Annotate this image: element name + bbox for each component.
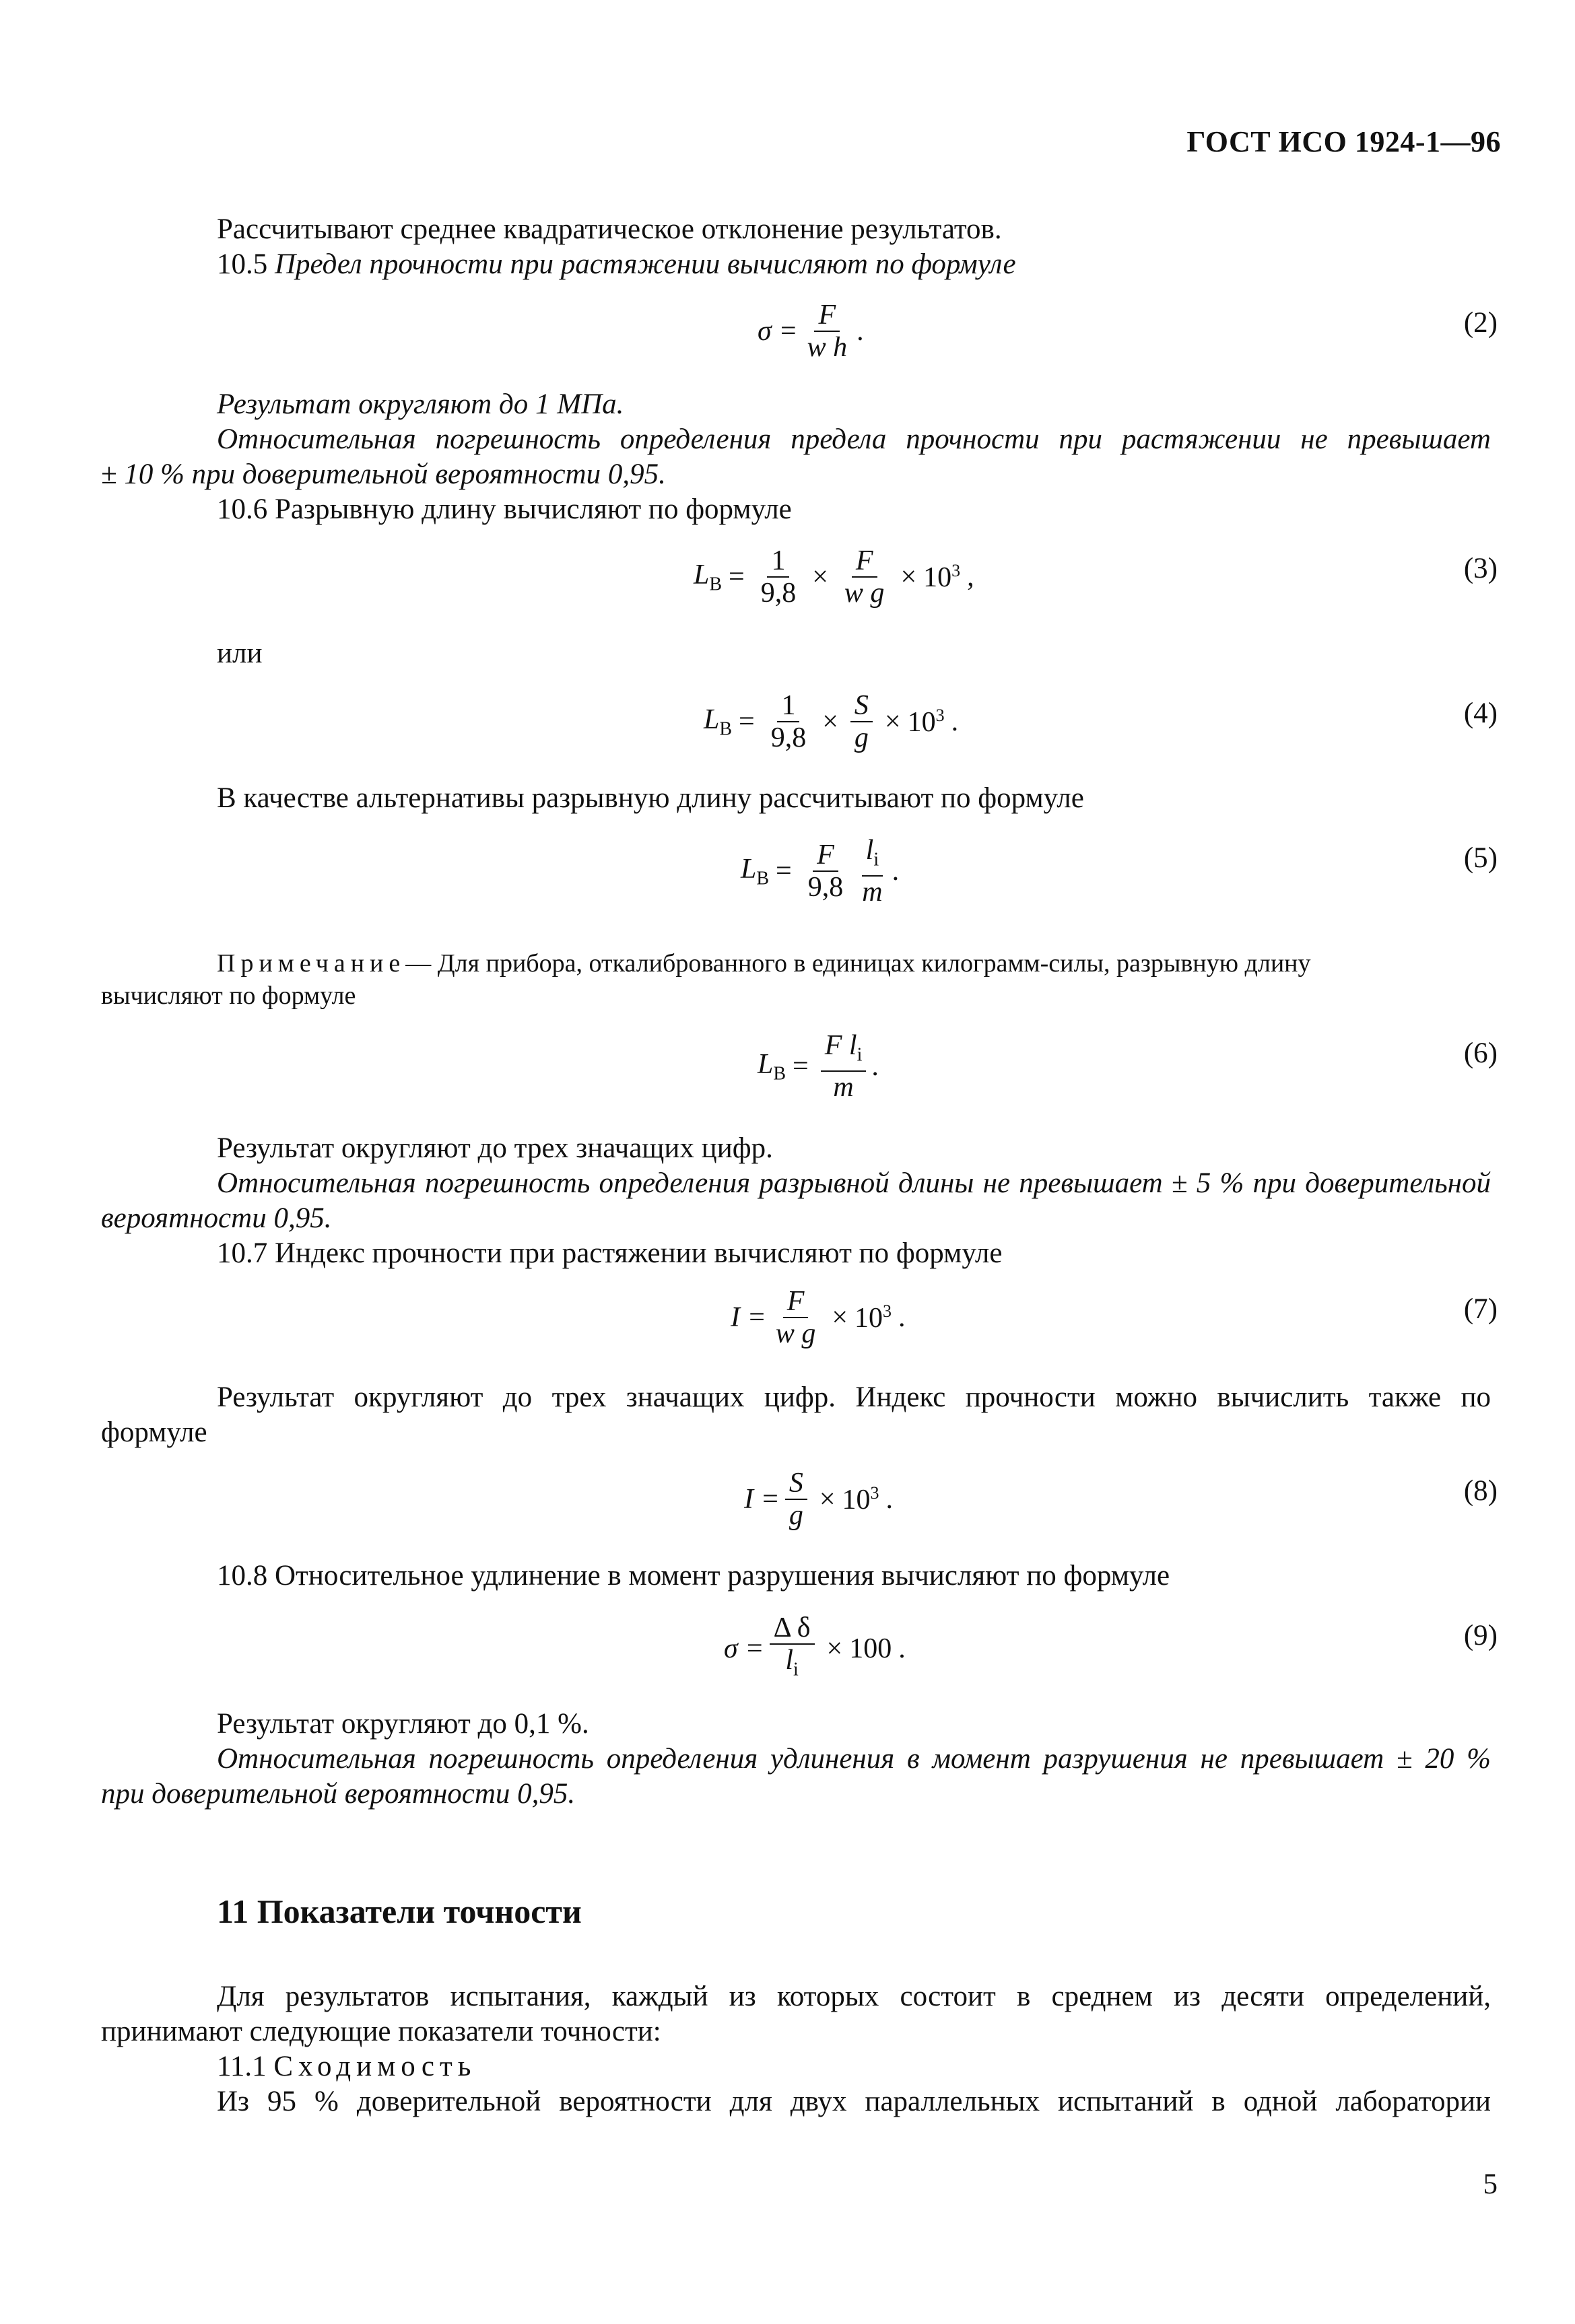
eq-tail: .: [951, 706, 959, 737]
text-line: формуле: [101, 1416, 207, 1448]
times-sign: ×: [822, 706, 838, 737]
fraction: [821, 1030, 867, 1103]
equation-9: [724, 1612, 906, 1685]
times-sign: ×: [826, 1633, 843, 1665]
standard-header: ГОСТ ИСО 1924-1—96: [1186, 125, 1501, 158]
text-line: Результат округляют до трех значащих цифр.: [217, 1132, 773, 1164]
eq-lhs: $L_B$: [694, 559, 723, 595]
denominator: m: [833, 1072, 854, 1103]
clause-11-1: [217, 2049, 1491, 2084]
section-heading: 11 Показатели точности: [217, 1892, 582, 1930]
text-line: при доверительной вероятности 0,95.: [101, 1778, 576, 1810]
power: $10^3$: [907, 705, 945, 738]
fraction: [785, 1468, 807, 1531]
page-number: 5: [1483, 2168, 1498, 2200]
numerator: F: [783, 1286, 809, 1318]
eq-tail: .: [871, 1051, 879, 1083]
text-line: 10.6 Разрывную длину вычисляют по формуле: [217, 493, 792, 525]
note-label: Примечание: [217, 949, 406, 978]
note-line: [217, 946, 1491, 981]
text-line: Результат округляют до 0,1 %.: [217, 1708, 589, 1740]
text-line: вероятности 0,95.: [101, 1202, 332, 1234]
power: $10^3$: [923, 560, 961, 593]
equation-number: (5): [1463, 842, 1498, 874]
eq-tail: .: [885, 1484, 894, 1515]
eq-lhs: σ =: [724, 1633, 764, 1665]
text-line: Рассчитывают среднее квадратическое отклонение результатов.: [217, 213, 1002, 245]
text-line: Результат округляют до трех значащих цифр. Индекс прочности можно вычислить также по: [217, 1381, 1491, 1413]
denominator: g: [789, 1500, 803, 1531]
denominator: w g: [775, 1318, 816, 1349]
numerator: F: [852, 545, 877, 578]
denominator: $l_i$: [785, 1645, 799, 1680]
equation-number: (9): [1463, 1620, 1498, 1651]
fraction: [770, 1612, 815, 1685]
equation-number: (7): [1463, 1293, 1498, 1325]
equals-sign: =: [729, 561, 745, 592]
equation-8: [744, 1468, 893, 1531]
clause-number: 10.5: [217, 248, 268, 280]
note-line: вычисляют по формуле: [101, 982, 356, 1010]
text-line: принимают следующие показатели точности:: [101, 2016, 661, 2047]
equation-3: [694, 545, 974, 609]
note-text: — Для прибора, откалиброванного в единицах килограмм-силы, разрывную длину: [405, 949, 1311, 978]
text-line: 10.8 Относительное удлинение в момент разрушения вычисляют по формуле: [217, 1560, 1170, 1592]
eq-tail: .: [898, 1302, 906, 1333]
text-line: Относительная погрешность определения разрывной длины не превышает ± 5 % при доверительной: [217, 1167, 1491, 1199]
fraction: [767, 690, 811, 753]
text-line: Из 95 % доверительной вероятности для двух параллельных испытаний в одной лаборатории: [217, 2086, 1491, 2117]
fraction: [757, 545, 801, 609]
numerator: S: [850, 690, 873, 722]
eq-lhs: $L_B$: [704, 704, 733, 740]
eq-tail: ,: [967, 561, 974, 592]
fraction: [858, 835, 886, 908]
text-line: Результат округляют до 1 МПа.: [217, 388, 624, 420]
times-sign: ×: [900, 561, 917, 592]
denominator: w h: [807, 332, 848, 363]
equation-6: [758, 1030, 879, 1103]
denominator: m: [862, 877, 883, 908]
equation-number: (2): [1463, 307, 1498, 339]
eq-lhs: σ =: [758, 316, 798, 347]
equation-2: [758, 300, 864, 363]
text-line: Относительная погрешность определения предела прочности при растяжении не превышает: [217, 423, 1491, 455]
fraction: [840, 545, 889, 609]
eq-lhs: $L_B$: [758, 1049, 786, 1085]
eq-lhs: I =: [731, 1302, 766, 1333]
eq-tail: .: [857, 316, 864, 347]
power: $10^3$: [854, 1301, 892, 1334]
numerator: S: [785, 1468, 807, 1500]
equals-sign: =: [739, 706, 755, 737]
clause-number: 11.1: [217, 2051, 267, 2082]
text-line: В качестве альтернативы разрывную длину рассчитывают по формуле: [217, 782, 1084, 814]
equation-7: [731, 1286, 906, 1349]
value: 100: [849, 1633, 892, 1665]
fraction: [803, 300, 852, 363]
fraction: [804, 840, 848, 903]
numerator: F: [813, 840, 838, 872]
clause-title: Сходимость: [273, 2051, 477, 2082]
power: $10^3$: [842, 1482, 879, 1515]
clause-text: Предел прочности при растяжении вычисляют по формуле: [275, 248, 1016, 280]
equation-number: (3): [1463, 553, 1498, 584]
times-sign: ×: [832, 1302, 848, 1333]
eq-tail: .: [898, 1633, 906, 1665]
times-sign: ×: [884, 706, 901, 737]
equals-sign: =: [793, 1051, 809, 1083]
times-sign: ×: [819, 1484, 836, 1515]
text-line: Относительная погрешность определения удлинения в момент разрушения не превышает ± 20 %: [217, 1743, 1491, 1775]
eq-lhs: I =: [744, 1484, 780, 1515]
fraction: [772, 1286, 820, 1349]
clause-10-5: [217, 247, 1491, 282]
denominator: 9,8: [760, 578, 797, 609]
eq-tail: .: [892, 856, 900, 887]
equation-number: (8): [1463, 1475, 1498, 1507]
text-line: ± 10 % при доверительной вероятности 0,95.: [101, 458, 666, 490]
equals-sign: =: [776, 856, 792, 887]
numerator: F $l_i$: [821, 1030, 867, 1072]
text-line: 10.7 Индекс прочности при растяжении вычисляют по формуле: [217, 1237, 1003, 1269]
denominator: w g: [844, 578, 885, 609]
numerator: 1: [777, 690, 799, 722]
times-sign: ×: [812, 561, 828, 592]
numerator: 1: [767, 545, 789, 578]
equation-5: [741, 835, 899, 908]
denominator: 9,8: [770, 722, 807, 753]
text-line: или: [217, 638, 263, 669]
denominator: g: [854, 722, 869, 753]
numerator: F: [814, 300, 840, 332]
fraction: [850, 690, 873, 753]
text-line: Для результатов испытания, каждый из которых состоит в среднем из десяти определений,: [217, 1981, 1491, 2012]
equation-4: [704, 690, 958, 753]
equation-number: (4): [1463, 697, 1498, 729]
equation-number: (6): [1463, 1037, 1498, 1069]
eq-lhs: $L_B$: [741, 854, 770, 889]
numerator: Δ δ: [770, 1612, 815, 1645]
denominator: 9,8: [807, 872, 844, 903]
numerator: $l_i$: [862, 835, 883, 877]
